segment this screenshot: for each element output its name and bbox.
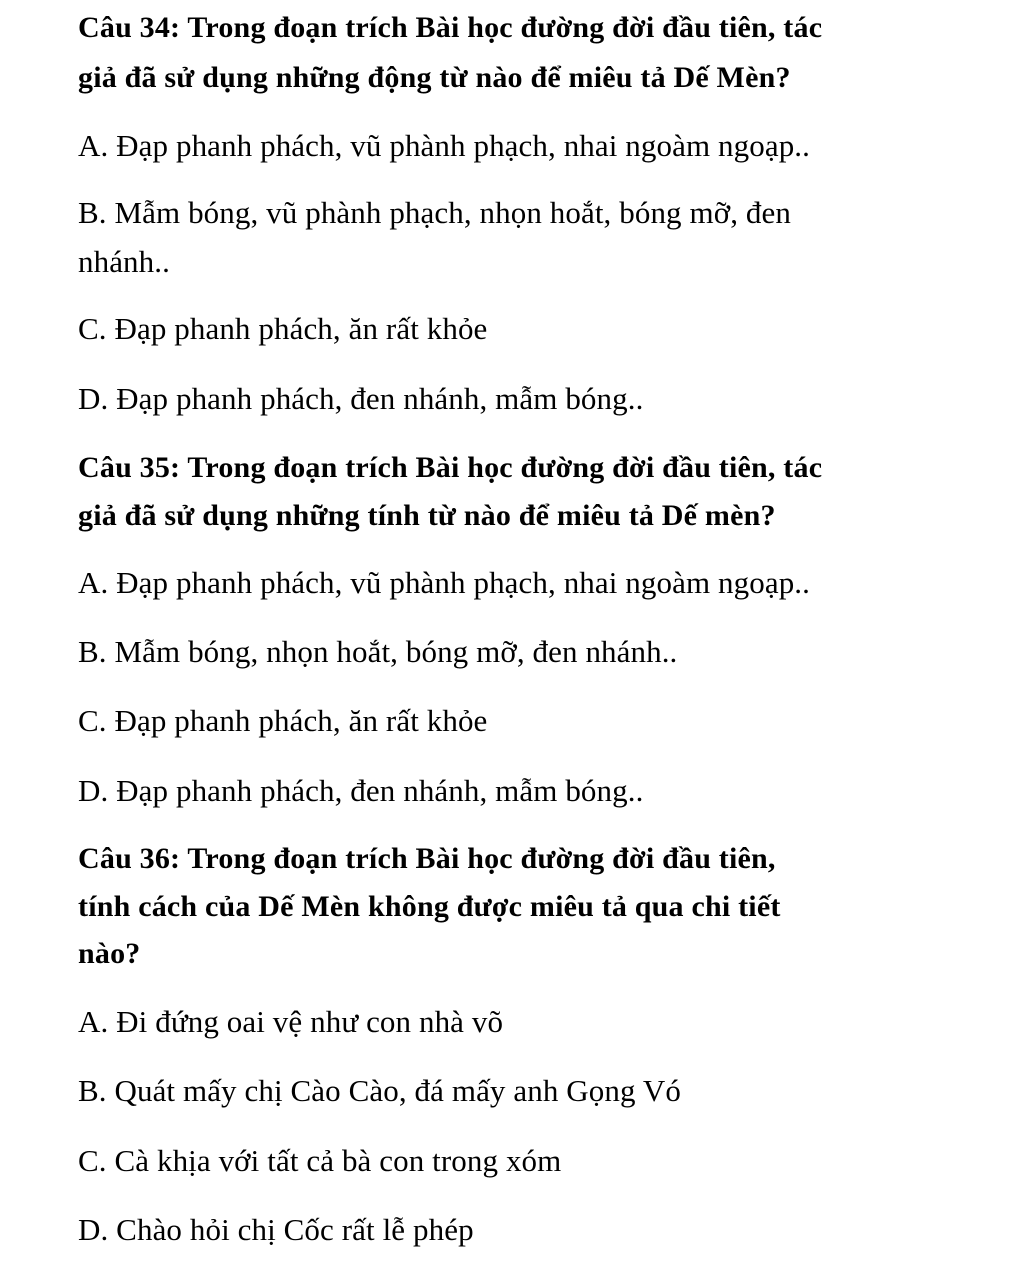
question-36-stem-line-1: Câu 36: Trong đoạn trích Bài học đường đời đầu tiên, xyxy=(78,842,776,875)
question-36-option-c: C. Cà khịa với tất cả bà con trong xóm xyxy=(78,1143,562,1178)
question-36-option-b: B. Quát mấy chị Cào Cào, đá mấy anh Gọng Vó xyxy=(78,1073,681,1108)
question-34-option-b-line-1: B. Mẫm bóng, vũ phành phạch, nhọn hoắt, bóng mỡ, đen xyxy=(78,195,791,230)
question-35-stem-line-1: Câu 35: Trong đoạn trích Bài học đường đời đầu tiên, tác xyxy=(78,451,823,484)
question-34-option-b-line-2: nhánh.. xyxy=(78,244,170,279)
question-36-stem-line-3: nào? xyxy=(78,937,141,970)
question-36-option-a: A. Đi đứng oai vệ như con nhà võ xyxy=(78,1004,504,1039)
question-35-option-d: D. Đạp phanh phách, đen nhánh, mẫm bóng.. xyxy=(78,773,644,808)
question-35-stem-line-2: giả đã sử dụng những tính từ nào để miêu tả Dế mèn? xyxy=(78,499,776,532)
question-36-option-d: D. Chào hỏi chị Cốc rất lễ phép xyxy=(78,1212,474,1247)
question-34-stem-line-1: Câu 34: Trong đoạn trích Bài học đường đời đầu tiên, tác xyxy=(78,11,823,44)
question-35-option-b: B. Mẫm bóng, nhọn hoắt, bóng mỡ, đen nhánh.. xyxy=(78,634,678,669)
question-35-option-c: C. Đạp phanh phách, ăn rất khỏe xyxy=(78,703,488,738)
question-34-stem-line-2: giả đã sử dụng những động từ nào để miêu tả Dế Mèn? xyxy=(78,61,791,94)
question-36-stem-line-2: tính cách của Dế Mèn không được miêu tả qua chi tiết xyxy=(78,890,781,923)
question-35-option-a: A. Đạp phanh phách, vũ phành phạch, nhai ngoàm ngoạp.. xyxy=(78,565,810,600)
question-34-option-c: C. Đạp phanh phách, ăn rất khỏe xyxy=(78,311,488,346)
question-34-option-d: D. Đạp phanh phách, đen nhánh, mẫm bóng.. xyxy=(78,381,644,416)
question-34-option-a: A. Đạp phanh phách, vũ phành phạch, nhai ngoàm ngoạp.. xyxy=(78,128,810,163)
